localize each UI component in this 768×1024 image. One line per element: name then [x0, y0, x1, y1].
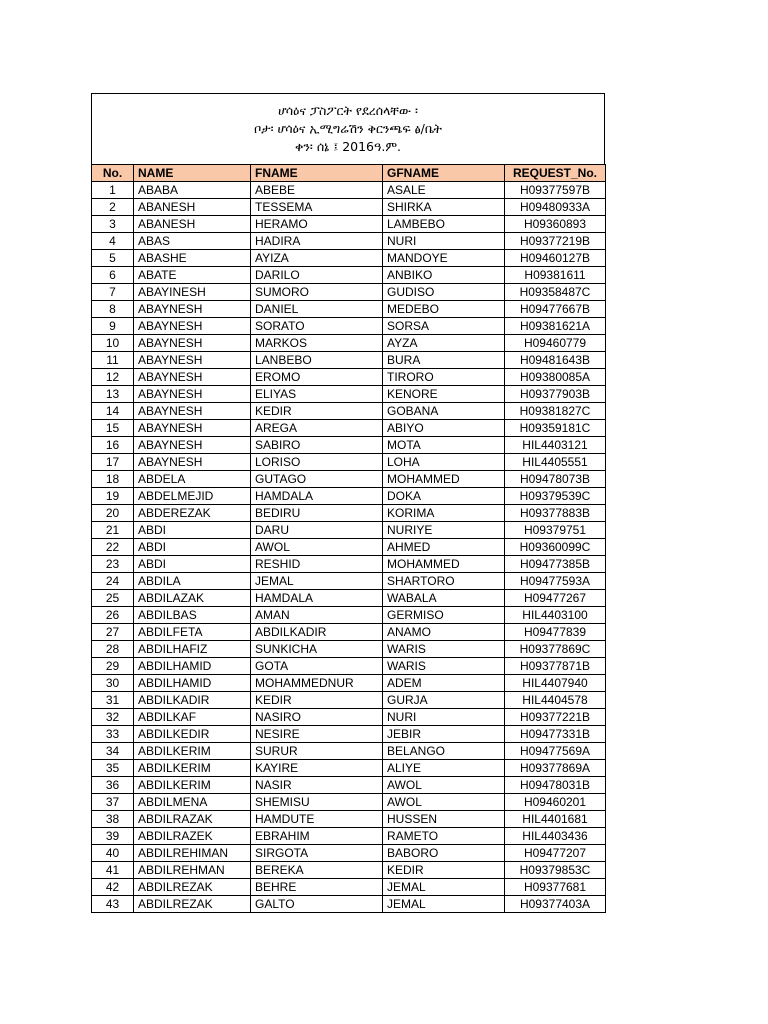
table-row — [92, 199, 606, 216]
cell-request-no: H09379853C — [505, 862, 606, 879]
cell-name: ABABA — [134, 182, 251, 199]
table-row — [92, 726, 606, 743]
table-row — [92, 624, 606, 641]
cell-no: 26 — [92, 607, 134, 624]
cell-fname: HAMDUTE — [251, 811, 383, 828]
cell-gfname: JEMAL — [383, 879, 505, 896]
cell-name: ABDILAZAK — [134, 590, 251, 607]
cell-gfname: BELANGO — [383, 743, 505, 760]
cell-request-no: HIL4403121 — [505, 437, 606, 454]
cell-request-no: H09381827C — [505, 403, 606, 420]
cell-fname: SABIRO — [251, 437, 383, 454]
cell-gfname: NURIYE — [383, 522, 505, 539]
cell-gfname: KEDIR — [383, 862, 505, 879]
cell-request-no: H09477385B — [505, 556, 606, 573]
cell-request-no: HIL4403100 — [505, 607, 606, 624]
cell-gfname: ASALE — [383, 182, 505, 199]
cell-fname: AWOL — [251, 539, 383, 556]
cell-name: ABAYNESH — [134, 403, 251, 420]
table-body — [92, 182, 606, 913]
column-header-request-no: REQUEST_No. — [505, 165, 606, 182]
cell-gfname: JEMAL — [383, 896, 505, 913]
header-title: ሆሳዕና ፓስፖርት የደረሰላቸው ፡ — [278, 103, 418, 118]
cell-fname: NASIRO — [251, 709, 383, 726]
table-row — [92, 845, 606, 862]
cell-request-no: H09377403A — [505, 896, 606, 913]
table-row — [92, 896, 606, 913]
cell-fname: NESIRE — [251, 726, 383, 743]
table-row — [92, 505, 606, 522]
cell-request-no: H09478073B — [505, 471, 606, 488]
cell-name: ABDILKERIM — [134, 760, 251, 777]
table-row — [92, 216, 606, 233]
cell-fname: LORISO — [251, 454, 383, 471]
table-row — [92, 522, 606, 539]
column-header-name: NAME — [134, 165, 251, 182]
cell-request-no: H09460127B — [505, 250, 606, 267]
cell-request-no: H09477667B — [505, 301, 606, 318]
cell-gfname: TIRORO — [383, 369, 505, 386]
cell-fname: SURUR — [251, 743, 383, 760]
table-row — [92, 828, 606, 845]
cell-request-no: HIL4401681 — [505, 811, 606, 828]
cell-gfname: AHMED — [383, 539, 505, 556]
header-date: ቀን፡ ሰኔ ፤ 2016ዓ.ም. — [294, 139, 402, 154]
cell-name: ABAYNESH — [134, 454, 251, 471]
table-header-row — [92, 165, 606, 182]
cell-fname: BEHRE — [251, 879, 383, 896]
cell-fname: LANBEBO — [251, 352, 383, 369]
cell-fname: HAMDALA — [251, 488, 383, 505]
table-row — [92, 675, 606, 692]
cell-name: ABDI — [134, 539, 251, 556]
cell-no: 10 — [92, 335, 134, 352]
cell-request-no: H09481643B — [505, 352, 606, 369]
cell-no: 4 — [92, 233, 134, 250]
cell-no: 30 — [92, 675, 134, 692]
passport-recipients-table — [91, 164, 606, 913]
cell-gfname: HUSSEN — [383, 811, 505, 828]
cell-name: ABDILMENA — [134, 794, 251, 811]
cell-request-no: H09358487C — [505, 284, 606, 301]
cell-gfname: SORSA — [383, 318, 505, 335]
cell-no: 40 — [92, 845, 134, 862]
cell-gfname: LAMBEBO — [383, 216, 505, 233]
cell-request-no: H09477207 — [505, 845, 606, 862]
cell-request-no: H09377903B — [505, 386, 606, 403]
cell-request-no: HIL4407940 — [505, 675, 606, 692]
cell-fname: GALTO — [251, 896, 383, 913]
cell-fname: SUMORO — [251, 284, 383, 301]
cell-gfname: GURJA — [383, 692, 505, 709]
table-row — [92, 862, 606, 879]
cell-no: 15 — [92, 420, 134, 437]
table-row — [92, 250, 606, 267]
cell-fname: SIRGOTA — [251, 845, 383, 862]
cell-request-no: H09477569A — [505, 743, 606, 760]
cell-no: 13 — [92, 386, 134, 403]
table-row — [92, 539, 606, 556]
cell-fname: NASIR — [251, 777, 383, 794]
table-row — [92, 335, 606, 352]
cell-name: ABDILREZAK — [134, 896, 251, 913]
cell-no: 28 — [92, 641, 134, 658]
cell-name: ABDELMEJID — [134, 488, 251, 505]
cell-name: ABDILRAZEK — [134, 828, 251, 845]
cell-gfname: WABALA — [383, 590, 505, 607]
cell-fname: JEMAL — [251, 573, 383, 590]
cell-no: 24 — [92, 573, 134, 590]
table-row — [92, 454, 606, 471]
cell-no: 43 — [92, 896, 134, 913]
cell-fname: KAYIRE — [251, 760, 383, 777]
table-row — [92, 607, 606, 624]
table-row — [92, 403, 606, 420]
cell-fname: BEREKA — [251, 862, 383, 879]
cell-no: 7 — [92, 284, 134, 301]
cell-name: ABAYNESH — [134, 301, 251, 318]
cell-fname: EBRAHIM — [251, 828, 383, 845]
cell-fname: DARU — [251, 522, 383, 539]
cell-no: 34 — [92, 743, 134, 760]
cell-gfname: WARIS — [383, 641, 505, 658]
cell-fname: DARILO — [251, 267, 383, 284]
cell-request-no: H09381611 — [505, 267, 606, 284]
table-row — [92, 743, 606, 760]
cell-gfname: KORIMA — [383, 505, 505, 522]
cell-fname: HERAMO — [251, 216, 383, 233]
cell-request-no: H09377883B — [505, 505, 606, 522]
cell-name: ABAYNESH — [134, 352, 251, 369]
cell-gfname: BABORO — [383, 845, 505, 862]
cell-name: ABDILKAF — [134, 709, 251, 726]
table-row — [92, 658, 606, 675]
cell-gfname: GERMISO — [383, 607, 505, 624]
cell-request-no: H09360893 — [505, 216, 606, 233]
document-header — [91, 93, 605, 164]
cell-name: ABAS — [134, 233, 251, 250]
table-row — [92, 590, 606, 607]
cell-no: 36 — [92, 777, 134, 794]
cell-request-no: H09477593A — [505, 573, 606, 590]
table-row — [92, 301, 606, 318]
cell-request-no: HIL4403436 — [505, 828, 606, 845]
cell-no: 6 — [92, 267, 134, 284]
header-location: ቦታ፡ ሆሳዕና ኢሚግሬሽን ቅርንጫፍ ፅ/ቤት — [254, 121, 442, 136]
cell-request-no: H09478031B — [505, 777, 606, 794]
table-row — [92, 182, 606, 199]
table-row — [92, 709, 606, 726]
cell-gfname: ADEM — [383, 675, 505, 692]
cell-request-no: H09377681 — [505, 879, 606, 896]
cell-no: 38 — [92, 811, 134, 828]
document-sheet — [91, 93, 605, 913]
table-row — [92, 369, 606, 386]
table-row — [92, 556, 606, 573]
cell-gfname: LOHA — [383, 454, 505, 471]
cell-no: 21 — [92, 522, 134, 539]
cell-gfname: RAMETO — [383, 828, 505, 845]
cell-no: 29 — [92, 658, 134, 675]
cell-request-no: H09377869A — [505, 760, 606, 777]
cell-name: ABAYNESH — [134, 437, 251, 454]
cell-name: ABAYNESH — [134, 386, 251, 403]
table-row — [92, 641, 606, 658]
cell-name: ABDILREHIMAN — [134, 845, 251, 862]
table-row — [92, 760, 606, 777]
cell-no: 25 — [92, 590, 134, 607]
cell-request-no: H09477267 — [505, 590, 606, 607]
cell-no: 37 — [92, 794, 134, 811]
cell-name: ABDILHAMID — [134, 675, 251, 692]
cell-name: ABANESH — [134, 199, 251, 216]
column-header-fname: FNAME — [251, 165, 383, 182]
cell-fname: BEDIRU — [251, 505, 383, 522]
cell-name: ABDILFETA — [134, 624, 251, 641]
cell-name: ABDELA — [134, 471, 251, 488]
cell-fname: AYIZA — [251, 250, 383, 267]
cell-gfname: WARIS — [383, 658, 505, 675]
cell-fname: EROMO — [251, 369, 383, 386]
cell-request-no: H09477839 — [505, 624, 606, 641]
cell-name: ABAYNESH — [134, 369, 251, 386]
cell-request-no: H09377219B — [505, 233, 606, 250]
cell-gfname: NURI — [383, 233, 505, 250]
cell-gfname: DOKA — [383, 488, 505, 505]
cell-fname: SUNKICHA — [251, 641, 383, 658]
cell-no: 19 — [92, 488, 134, 505]
table-row — [92, 488, 606, 505]
table-row — [92, 879, 606, 896]
cell-no: 17 — [92, 454, 134, 471]
cell-name: ABDILREZAK — [134, 879, 251, 896]
cell-gfname: AYZA — [383, 335, 505, 352]
cell-name: ABAYNESH — [134, 335, 251, 352]
cell-no: 5 — [92, 250, 134, 267]
cell-request-no: HIL4404578 — [505, 692, 606, 709]
cell-no: 9 — [92, 318, 134, 335]
cell-fname: AMAN — [251, 607, 383, 624]
cell-no: 39 — [92, 828, 134, 845]
cell-no: 32 — [92, 709, 134, 726]
cell-name: ABDILHAMID — [134, 658, 251, 675]
cell-gfname: ANAMO — [383, 624, 505, 641]
cell-request-no: H09360099C — [505, 539, 606, 556]
cell-fname: GOTA — [251, 658, 383, 675]
cell-no: 31 — [92, 692, 134, 709]
cell-fname: KEDIR — [251, 403, 383, 420]
cell-name: ABAYNESH — [134, 420, 251, 437]
cell-request-no: H09359181C — [505, 420, 606, 437]
table-row — [92, 386, 606, 403]
cell-gfname: SHIRKA — [383, 199, 505, 216]
table-row — [92, 318, 606, 335]
table-row — [92, 284, 606, 301]
cell-gfname: GOBANA — [383, 403, 505, 420]
cell-no: 42 — [92, 879, 134, 896]
cell-gfname: MEDEBO — [383, 301, 505, 318]
cell-request-no: H09381621A — [505, 318, 606, 335]
column-header-no: No. — [92, 165, 134, 182]
cell-request-no: H09377221B — [505, 709, 606, 726]
cell-request-no: H09377869C — [505, 641, 606, 658]
table-row — [92, 471, 606, 488]
cell-name: ABDILKERIM — [134, 743, 251, 760]
cell-no: 27 — [92, 624, 134, 641]
cell-no: 23 — [92, 556, 134, 573]
cell-no: 16 — [92, 437, 134, 454]
cell-gfname: NURI — [383, 709, 505, 726]
cell-no: 41 — [92, 862, 134, 879]
cell-gfname: AWOL — [383, 777, 505, 794]
cell-fname: AREGA — [251, 420, 383, 437]
table-row — [92, 233, 606, 250]
cell-fname: RESHID — [251, 556, 383, 573]
cell-name: ABDILREHMAN — [134, 862, 251, 879]
cell-name: ABANESH — [134, 216, 251, 233]
table-row — [92, 267, 606, 284]
cell-gfname: MOTA — [383, 437, 505, 454]
cell-fname: ABDILKADIR — [251, 624, 383, 641]
cell-gfname: KENORE — [383, 386, 505, 403]
cell-request-no: H09377871B — [505, 658, 606, 675]
cell-gfname: MOHAMMED — [383, 556, 505, 573]
cell-request-no: H09379539C — [505, 488, 606, 505]
cell-name: ABDILKEDIR — [134, 726, 251, 743]
cell-name: ABDI — [134, 556, 251, 573]
cell-gfname: SHARTORO — [383, 573, 505, 590]
cell-gfname: ANBIKO — [383, 267, 505, 284]
cell-request-no: H09477331B — [505, 726, 606, 743]
table-row — [92, 573, 606, 590]
cell-name: ABDI — [134, 522, 251, 539]
cell-fname: GUTAGO — [251, 471, 383, 488]
cell-name: ABDEREZAK — [134, 505, 251, 522]
cell-fname: MARKOS — [251, 335, 383, 352]
cell-gfname: MANDOYE — [383, 250, 505, 267]
cell-name: ABDILKERIM — [134, 777, 251, 794]
table-row — [92, 794, 606, 811]
cell-no: 3 — [92, 216, 134, 233]
cell-no: 8 — [92, 301, 134, 318]
cell-name: ABDILA — [134, 573, 251, 590]
cell-no: 33 — [92, 726, 134, 743]
cell-name: ABAYINESH — [134, 284, 251, 301]
table-row — [92, 692, 606, 709]
cell-gfname: AWOL — [383, 794, 505, 811]
cell-fname: KEDIR — [251, 692, 383, 709]
cell-no: 12 — [92, 369, 134, 386]
cell-request-no: H09379751 — [505, 522, 606, 539]
column-header-gfname: GFNAME — [383, 165, 505, 182]
cell-fname: SHEMISU — [251, 794, 383, 811]
cell-name: ABDILBAS — [134, 607, 251, 624]
table-row — [92, 811, 606, 828]
table-row — [92, 777, 606, 794]
cell-no: 2 — [92, 199, 134, 216]
cell-name: ABASHE — [134, 250, 251, 267]
cell-fname: TESSEMA — [251, 199, 383, 216]
cell-fname: HADIRA — [251, 233, 383, 250]
cell-no: 20 — [92, 505, 134, 522]
cell-no: 14 — [92, 403, 134, 420]
cell-fname: HAMDALA — [251, 590, 383, 607]
cell-name: ABAYNESH — [134, 318, 251, 335]
cell-name: ABDILHAFIZ — [134, 641, 251, 658]
cell-request-no: H09380085A — [505, 369, 606, 386]
cell-request-no: H09460779 — [505, 335, 606, 352]
cell-fname: ABEBE — [251, 182, 383, 199]
cell-fname: MOHAMMEDNUR — [251, 675, 383, 692]
cell-gfname: GUDISO — [383, 284, 505, 301]
cell-name: ABATE — [134, 267, 251, 284]
cell-request-no: H09460201 — [505, 794, 606, 811]
cell-no: 22 — [92, 539, 134, 556]
table-row — [92, 437, 606, 454]
cell-no: 11 — [92, 352, 134, 369]
cell-no: 1 — [92, 182, 134, 199]
cell-gfname: ABIYO — [383, 420, 505, 437]
cell-gfname: BURA — [383, 352, 505, 369]
cell-gfname: JEBIR — [383, 726, 505, 743]
cell-request-no: HIL4405551 — [505, 454, 606, 471]
cell-no: 18 — [92, 471, 134, 488]
cell-name: ABDILRAZAK — [134, 811, 251, 828]
cell-request-no: H09377597B — [505, 182, 606, 199]
cell-no: 35 — [92, 760, 134, 777]
cell-fname: DANIEL — [251, 301, 383, 318]
cell-fname: SORATO — [251, 318, 383, 335]
cell-gfname: ALIYE — [383, 760, 505, 777]
table-row — [92, 352, 606, 369]
table-row — [92, 420, 606, 437]
cell-gfname: MOHAMMED — [383, 471, 505, 488]
cell-fname: ELIYAS — [251, 386, 383, 403]
cell-name: ABDILKADIR — [134, 692, 251, 709]
cell-request-no: H09480933A — [505, 199, 606, 216]
